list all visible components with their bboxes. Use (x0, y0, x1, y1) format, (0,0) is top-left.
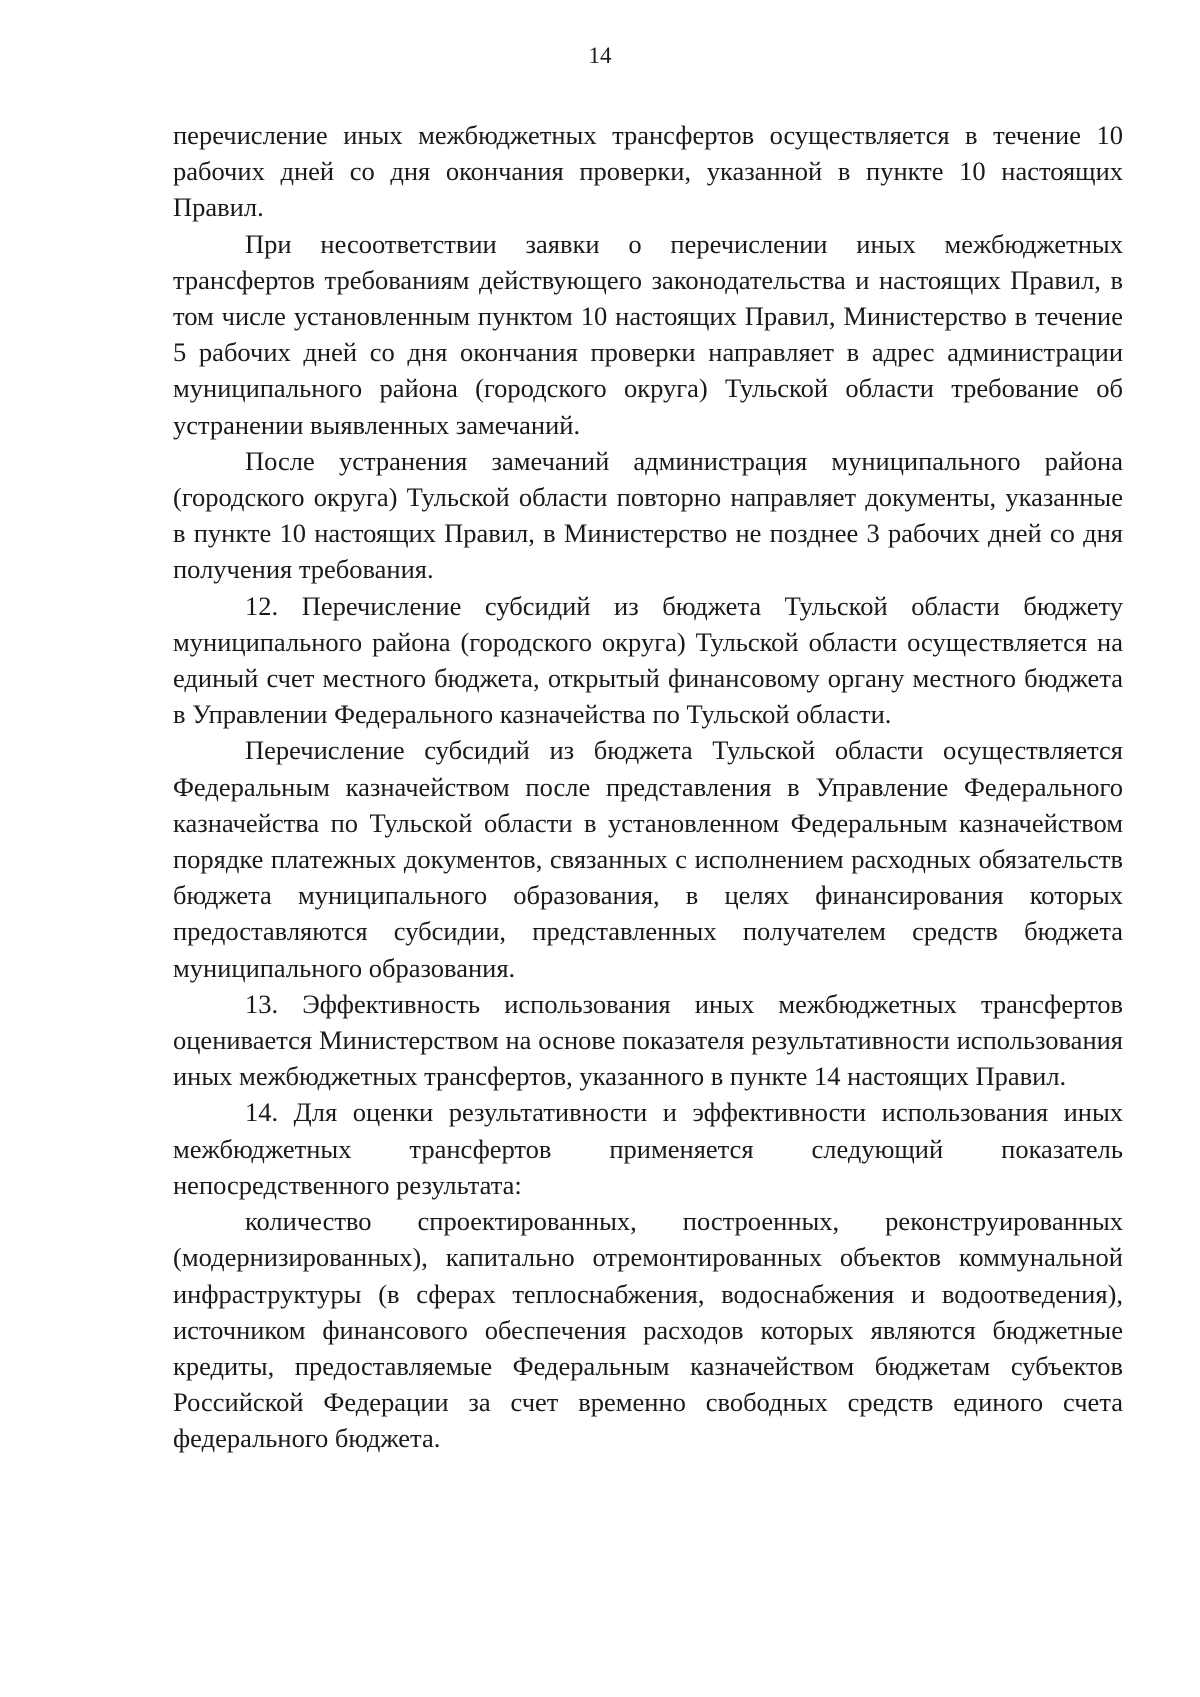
paragraph-indicator-definition: количество спроектированных, построенных, реконструированных (модернизированных), капитально отремонтированных объектов коммунальной инфраструктуры (в сферах теплоснабжения, водоснабжения и водоотведения), источником финансового обеспечения расходов которых являются бюджетные кредиты, предоставляемые Федеральным казначейством бюджетам субъектов Российской Федерации за счет временно свободных средств единого счета федерального бюджета. (173, 1206, 1123, 1454)
paragraph-item-12-subsidy-transfer: 12. Перечисление субсидий из бюджета Тульской области бюджету муниципального района (городского округа) Тульской области осуществляется на единый счет местного бюджета, открытый финансовому органу местного бюджета в Управлении Федерального казначейства по Тульской области. (173, 590, 1123, 730)
paragraph-nonconformity-requirement: При несоответствии заявки о перечислении иных межбюджетных трансфертов требованиям действующего законодательства и настоящих Правил, в том числе установленным пунктом 10 настоящих Правил, Министерство в течение 5 рабочих дней со дня окончания проверки направляет в адрес администрации муниципального района (городского округа) Тульской области требование об устранении выявленных замечаний. (173, 228, 1123, 440)
paragraph-resubmission: После устранения замечаний администрация муниципального района (городского округа) Тульской области повторно направляет документы, указанные в пункте 10 настоящих Правил, в Министерство не позднее 3 рабочих дней со дня получения требования. (173, 445, 1123, 585)
paragraph-treasury-transfer: Перечисление субсидий из бюджета Тульской области осуществляется Федеральным казначейством после представления в Управление Федерального казначейства по Тульской области в установленном Федеральным казначейством порядке платежных документов, связанных с исполнением расходных обязательств бюджета муниципального образования, в целях финансирования которых предоставляются субсидии, представленных получателем средств бюджета муниципального образования. (173, 735, 1123, 983)
page-number: 14 (588, 43, 612, 68)
paragraph-item-14-indicator: 14. Для оценки результативности и эффективности использования иных межбюджетных трансфертов применяется следующий показатель непосредственного результата: (173, 1097, 1123, 1200)
paragraph-item-13-efficiency: 13. Эффективность использования иных межбюджетных трансфертов оценивается Министерством на основе показателя результативности использования иных межбюджетных трансфертов, указанного в пункте 14 настоящих Правил. (173, 988, 1123, 1092)
paragraph-transfer-timing: перечисление иных межбюджетных трансфертов осуществляется в течение 10 рабочих дней со дня окончания проверки, указанной в пункте 10 настоящих Правил. (173, 120, 1123, 223)
document-body (173, 117, 1123, 1457)
